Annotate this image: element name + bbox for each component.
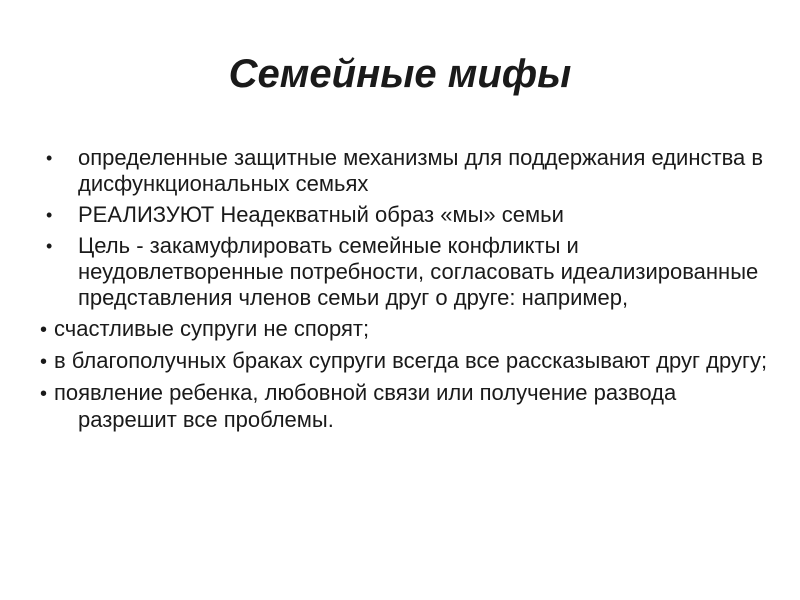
example-item [40,348,770,375]
bullet-text: определенные защитные механизмы для поддержания единства в дисфункциональных семьях [78,145,764,196]
bullet-item [40,202,770,228]
example-text: в благополучных браках супруги всегда все рассказывают друг другу; [54,348,768,373]
bullet-marker: • [40,383,48,405]
example-item [40,316,770,343]
example-text: счастливые супруги не спорят; [54,316,370,341]
bullet-marker: • [40,351,48,373]
slide-title: Семейные мифы [228,52,572,96]
slide-content [40,145,770,438]
example-text: появление ребенка, любовной связи или получение развода разрешит все проблемы. [54,380,677,432]
example-item [40,380,770,433]
bullet-marker: • [46,148,53,168]
bullet-marker: • [46,236,53,256]
bullet-marker: • [46,205,53,225]
bullet-text: РЕАЛИЗУЮТ Неадекватный образ «мы» семьи [78,202,564,227]
bullet-text: Цель - закамуфлировать семейные конфликты и неудовлетворенные потребности, согласовать идеализированные представления членов семьи друг о друге: например, [78,233,759,310]
bullet-item [40,145,770,197]
bullet-item [40,233,770,311]
bullet-marker: • [40,319,48,341]
